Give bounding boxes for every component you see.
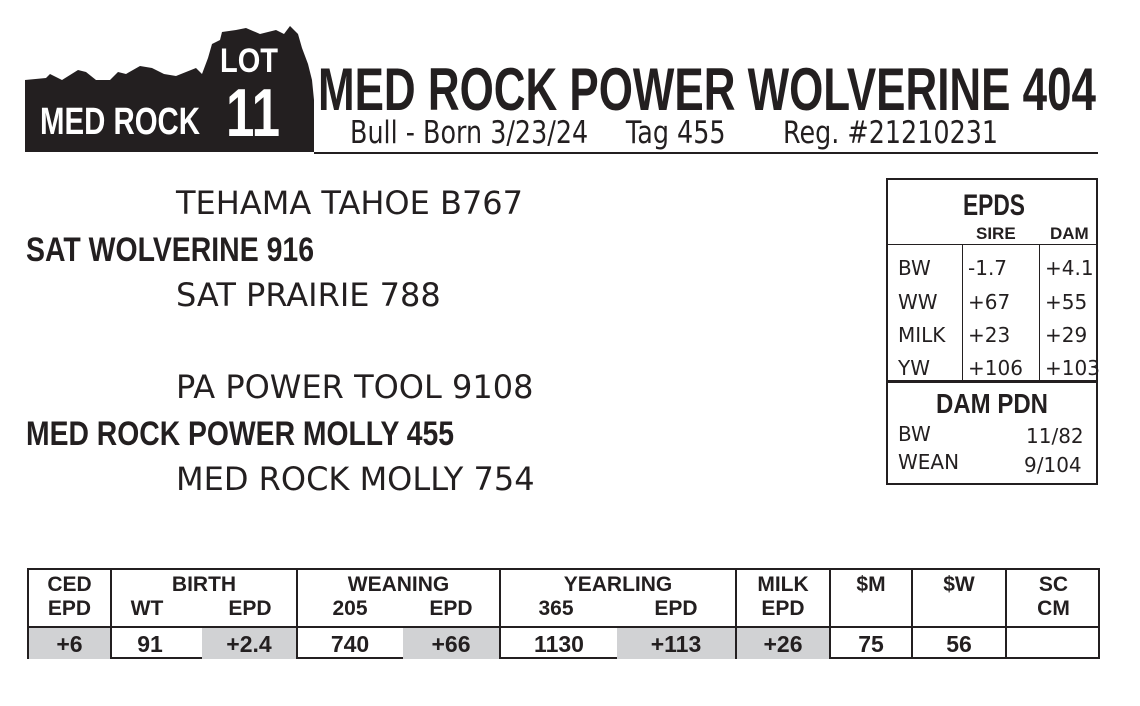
epd-sire-value: +23 [968,323,1011,347]
hdr-w: $W [943,573,975,596]
sire-dam: SAT PRAIRIE 788 [176,276,441,314]
header-divider [314,152,1098,154]
hdr-milk-bottom: EPD [761,597,805,620]
val-w: 56 [946,631,972,657]
val-milk-epd: +26 [737,628,829,659]
hdr-sc-top: SC [1038,573,1069,596]
sex-born: Bull - Born 3/23/24 [350,115,589,151]
val-weaning-epd: +66 [403,628,499,659]
val-ced-epd: +6 [29,628,110,659]
sire-name [26,228,326,268]
dam-pdn-label-bw: BW [898,422,931,446]
epd-dam-value: +103 [1045,356,1100,380]
tag-number: Tag 455 [625,115,726,151]
hdr-yearling-epd: EPD [654,597,698,620]
dam-pdn-label-wean: WEAN [898,450,960,474]
epds-divider-dampdn [888,380,1096,383]
hdr-weaning-epd: EPD [429,597,473,620]
logo-farm-text: MED ROCK [40,101,201,143]
hdr-yearling: YEARLING [563,573,673,596]
dam-dam: MED ROCK MOLLY 754 [176,460,535,498]
epds-col-dam: DAM [1050,224,1089,243]
dam-name-text: MED ROCK POWER MOLLY 455 [26,415,454,453]
dam-sire: PA POWER TOOL 9108 [176,368,534,406]
epds-box [886,178,1098,485]
epds-divider-top [888,244,1096,245]
sire-name-text: SAT WOLVERINE 916 [26,231,314,269]
epd-row-ww [888,290,1096,323]
epd-label: BW [898,256,931,280]
epd-row-milk [888,323,1096,356]
hdr-birth: BIRTH [171,573,237,596]
epd-sire-value: -1.7 [968,256,1008,280]
epd-label: WW [898,290,938,314]
hdr-birth-wt: WT [130,597,164,620]
hdr-m: $M [856,573,886,596]
hdr-weaning: WEANING [347,573,450,596]
epds-title-text: EPDS [963,189,1025,222]
epd-label: MILK [898,323,946,347]
val-weaning-205: 740 [330,631,370,657]
hdr-sc-bottom: CM [1037,597,1070,620]
lot-label: LOT [220,42,279,80]
animal-name [318,56,1102,123]
epds-col-sire: SIRE [976,224,1016,243]
hdr-milk-top: MILK [757,573,809,596]
lot-number: 11 [226,75,280,151]
val-yearling-epd: +113 [617,628,735,659]
hdr-ced-top: CED [47,573,92,596]
epd-dam-value: +4.1 [1045,256,1094,280]
registration-number: Reg. #21210231 [782,115,999,151]
med-rock-logo [0,0,320,160]
dam-pdn-title-text: DAM PDN [936,388,1048,419]
val-yearling-365: 1130 [534,631,584,657]
epd-row-bw [888,256,1096,289]
dam-name [26,412,466,452]
hdr-milk [737,574,829,619]
val-birth-wt: 91 [137,631,163,657]
performance-table [27,568,1100,659]
epd-sire-value: +67 [968,290,1011,314]
epd-sire-value: +106 [968,356,1023,380]
hdr-sc [1007,574,1100,619]
epd-dam-value: +55 [1045,290,1088,314]
epd-label: YW [898,356,930,380]
val-birth-epd: +2.4 [202,628,296,659]
val-sc-cm [1007,628,1100,659]
hdr-birth-epd: EPD [228,597,272,620]
epds-title [888,184,1096,220]
val-m: 75 [858,631,884,657]
dam-pdn-value-bw: 11/82 [1026,424,1084,448]
animal-subtitle [350,115,998,151]
hdr-ced-bottom: EPD [47,597,92,620]
epd-dam-value: +29 [1045,323,1088,347]
hdr-ced [29,574,110,619]
dam-pdn-title [888,384,1096,418]
hdr-weaning-205: 205 [332,597,368,620]
hdr-yearling-365: 365 [538,597,574,620]
sire-sire: TEHAMA TAHOE B767 [176,184,524,222]
animal-name-text: MED ROCK POWER WOLVERINE 404 [318,56,1097,123]
dam-pdn-value-wean: 9/104 [1024,453,1082,477]
